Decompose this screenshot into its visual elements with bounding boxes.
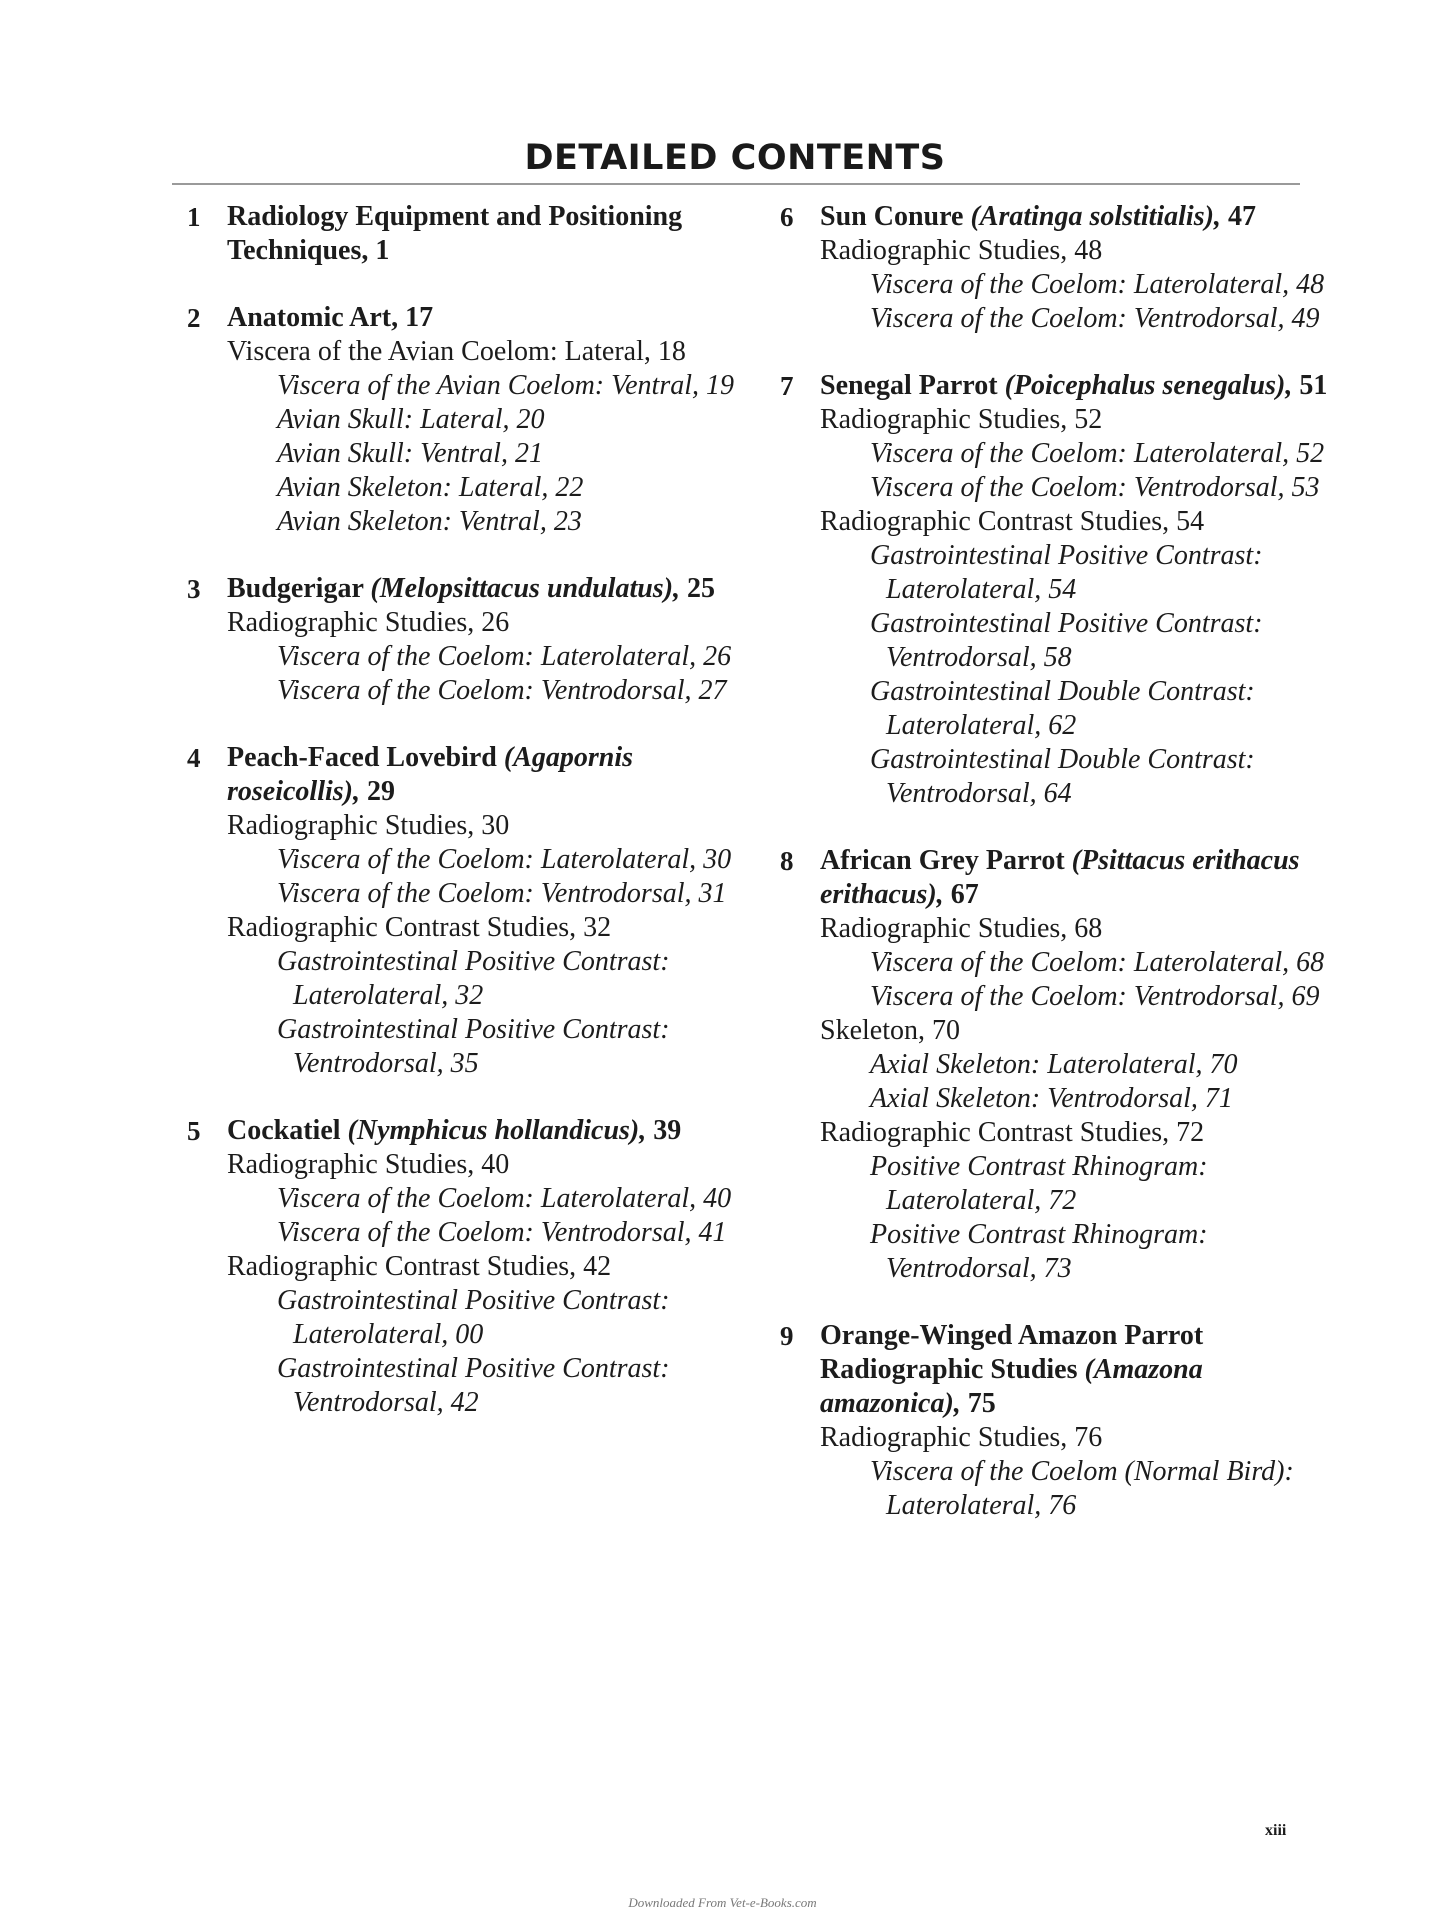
chapter-page: 67 (950, 879, 979, 910)
section-entry: Radiographic Studies, 68 (820, 913, 1103, 944)
chapter-name: Budgerigar (227, 573, 364, 604)
chapter-entry (187, 200, 747, 268)
chapter-entry (780, 200, 1340, 336)
contents-left-column (187, 200, 747, 1453)
chapter-number: 3 (187, 574, 201, 604)
chapter-entry (780, 844, 1340, 1286)
chapter-title (227, 741, 747, 809)
chapter-entry (780, 1319, 1340, 1523)
subsection-entry: Viscera of the Coelom: Ventrodorsal, 49 (870, 303, 1320, 334)
section-entry: Radiographic Studies, 30 (227, 810, 510, 841)
section-entry: Radiographic Studies, 52 (820, 404, 1103, 435)
subsection-entry: Axial Skeleton: Ventrodorsal, 71 (870, 1083, 1233, 1114)
chapter-number: 5 (187, 1116, 201, 1146)
subsection-entry: Positive Contrast Rhinogram: Laterolateral, 72 (870, 1151, 1208, 1216)
subsection-entry: Axial Skeleton: Laterolateral, 70 (870, 1049, 1238, 1080)
subsection-entry: Avian Skeleton: Ventral, 23 (277, 506, 582, 537)
chapter-name: Anatomic Art, (227, 302, 399, 333)
chapter-page: 39 (653, 1115, 682, 1146)
chapter-species: (Aratinga solstitialis), (970, 201, 1221, 232)
chapter-entry (187, 572, 747, 708)
chapter-number: 6 (780, 202, 794, 232)
section-entry: Radiographic Studies, 76 (820, 1422, 1103, 1453)
chapter-page: 1 (375, 235, 390, 266)
subsection-entry: Viscera of the Coelom: Ventrodorsal, 69 (870, 981, 1320, 1012)
chapter-species: (Psittacus erithacus erithacus), (820, 845, 1300, 910)
chapter-species: (Amazona amazonica), (820, 1354, 1203, 1419)
subsection-entry: Viscera of the Coelom: Laterolateral, 52 (870, 438, 1325, 469)
section-entry: Radiographic Contrast Studies, 54 (820, 506, 1205, 537)
section-entry: Radiographic Studies, 26 (227, 607, 510, 638)
subsection-entry: Gastrointestinal Positive Contrast: Laterolateral, 32 (277, 946, 670, 1011)
chapter-page: 29 (367, 776, 395, 807)
subsection-entry: Viscera of the Coelom: Laterolateral, 30 (277, 844, 732, 875)
subsection-entry: Gastrointestinal Positive Contrast: Laterolateral, 54 (870, 540, 1263, 605)
subsection-entry: Viscera of the Coelom: Ventrodorsal, 27 (277, 675, 727, 706)
subsection-entry: Viscera of the Coelom: Ventrodorsal, 41 (277, 1217, 727, 1248)
chapter-name: Sun Conure (820, 201, 964, 232)
subsection-entry: Avian Skull: Ventral, 21 (277, 438, 543, 469)
subsection-entry: Avian Skeleton: Lateral, 22 (277, 472, 584, 503)
subsection-entry: Gastrointestinal Double Contrast: Ventrodorsal, 64 (870, 744, 1255, 809)
chapter-title (820, 1319, 1340, 1421)
chapter-title (227, 572, 747, 606)
chapter-number: 7 (780, 371, 794, 401)
chapter-page: 75 (967, 1388, 996, 1419)
chapter-title (820, 200, 1340, 234)
chapter-name: Senegal Parrot (820, 370, 998, 401)
chapter-entry (187, 301, 747, 539)
chapter-number: 8 (780, 846, 794, 876)
chapter-entry (187, 741, 747, 1081)
section-entry: Radiographic Contrast Studies, 32 (227, 912, 612, 943)
chapter-name: Orange-Winged Amazon Parrot Radiographic Studies (820, 1320, 1204, 1385)
chapter-page: 47 (1227, 201, 1256, 232)
chapter-number: 9 (780, 1321, 794, 1351)
section-entry: Radiographic Contrast Studies, 42 (227, 1251, 612, 1282)
watermark: Downloaded From Vet-e-Books.com (628, 1895, 817, 1910)
subsection-entry: Viscera of the Coelom: Laterolateral, 48 (870, 269, 1325, 300)
chapter-title (227, 301, 747, 335)
page-title: DETAILED CONTENTS (524, 138, 946, 178)
chapter-name: Cockatiel (227, 1115, 341, 1146)
subsection-entry: Viscera of the Coelom: Laterolateral, 40 (277, 1183, 732, 1214)
subsection-entry: Viscera of the Coelom (Normal Bird): Laterolateral, 76 (870, 1456, 1294, 1521)
chapter-page: 51 (1299, 370, 1328, 401)
subsection-entry: Gastrointestinal Positive Contrast: Ventrodorsal, 35 (277, 1014, 670, 1079)
subsection-entry: Viscera of the Coelom: Ventrodorsal, 31 (277, 878, 727, 909)
subsection-entry: Gastrointestinal Positive Contrast: Ventrodorsal, 58 (870, 608, 1263, 673)
chapter-title (820, 369, 1340, 403)
title-rule (172, 183, 1300, 185)
contents-right-column (780, 200, 1340, 1556)
chapter-entry (187, 1114, 747, 1420)
chapter-species: (Nymphicus hollandicus), (347, 1115, 647, 1146)
subsection-entry: Gastrointestinal Positive Contrast: Ventrodorsal, 42 (277, 1353, 670, 1418)
chapter-name: Radiology Equipment and Positioning Techniques, (227, 201, 683, 266)
section-entry: Radiographic Studies, 48 (820, 235, 1103, 266)
section-entry: Viscera of the Avian Coelom: Lateral, 18 (227, 336, 686, 367)
subsection-entry: Avian Skull: Lateral, 20 (277, 404, 545, 435)
subsection-entry: Viscera of the Coelom: Laterolateral, 68 (870, 947, 1325, 978)
chapter-entry (780, 369, 1340, 811)
subsection-entry: Viscera of the Coelom: Ventrodorsal, 53 (870, 472, 1320, 503)
chapter-name: Peach-Faced Lovebird (227, 742, 497, 773)
chapter-title (227, 1114, 747, 1148)
subsection-entry: Gastrointestinal Double Contrast: Laterolateral, 62 (870, 676, 1255, 741)
subsection-entry: Gastrointestinal Positive Contrast: Laterolateral, 00 (277, 1285, 670, 1350)
chapter-name: African Grey Parrot (820, 845, 1065, 876)
section-entry: Radiographic Contrast Studies, 72 (820, 1117, 1205, 1148)
subsection-entry: Viscera of the Avian Coelom: Ventral, 19 (277, 370, 735, 401)
chapter-species: (Melopsittacus undulatus), (370, 573, 681, 604)
chapter-number: 2 (187, 303, 201, 333)
chapter-number: 1 (187, 202, 201, 232)
subsection-entry: Viscera of the Coelom: Laterolateral, 26 (277, 641, 732, 672)
subsection-entry: Positive Contrast Rhinogram: Ventrodorsal, 73 (870, 1219, 1208, 1284)
chapter-number: 4 (187, 743, 201, 773)
section-entry: Radiographic Studies, 40 (227, 1149, 510, 1180)
chapter-title (227, 200, 747, 268)
page-number: xiii (1265, 1822, 1287, 1839)
section-entry: Skeleton, 70 (820, 1015, 960, 1046)
chapter-species: (Poicephalus senegalus), (1004, 370, 1293, 401)
chapter-title (820, 844, 1340, 912)
chapter-page: 17 (405, 302, 434, 333)
chapter-page: 25 (687, 573, 716, 604)
chapter-species: (Agapornis roseicollis), (227, 742, 633, 807)
